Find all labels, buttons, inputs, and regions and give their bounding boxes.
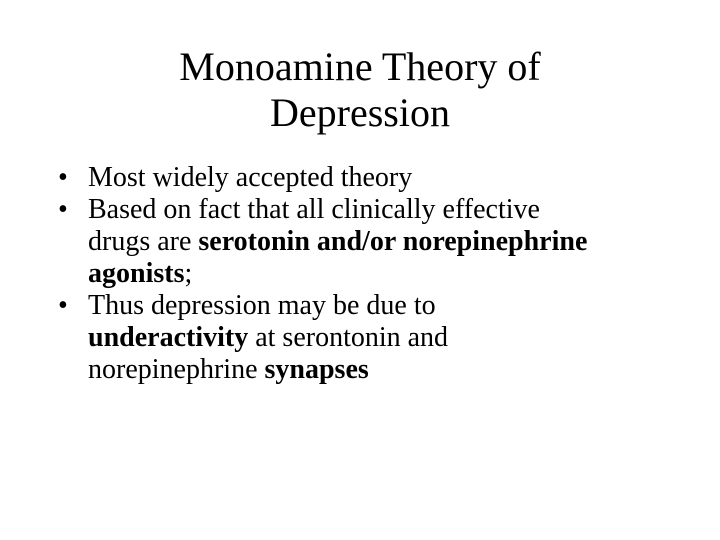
bullet-item [58,162,698,194]
title-line-1: Monoamine Theory of [179,44,541,89]
bullet-glyph: • [58,194,68,225]
bullet-text-span: at serontonin and [248,322,449,353]
bullet-text-span: drugs are [88,226,199,257]
bullet-text-span: norepinephrine [88,354,265,385]
bullet-item [58,194,698,290]
bullet-text-line [88,354,698,386]
bullet-text-line: Thus depression may be due to [88,290,436,321]
bullet-glyph: • [58,290,68,321]
bullet-bold-term: serotonin and/or norepinephrine [198,226,588,257]
bullet-text: Most widely accepted theory [88,162,413,193]
bullet-text-line: Based on fact that all clinically effective [88,194,540,225]
bullet-item [58,290,698,386]
bullet-text-span: ; [184,258,193,289]
bullet-text-line [88,322,698,354]
slide-title [60,44,660,136]
bullet-bold-term: agonists [88,258,185,289]
bullet-bold-term: synapses [264,354,369,385]
bullet-glyph: • [58,162,68,193]
bullet-list [58,162,698,386]
bullet-text-line [88,226,698,258]
bullet-text-line [88,258,698,290]
title-line-2: Depression [270,90,450,135]
bullet-bold-term: underactivity [88,322,249,353]
